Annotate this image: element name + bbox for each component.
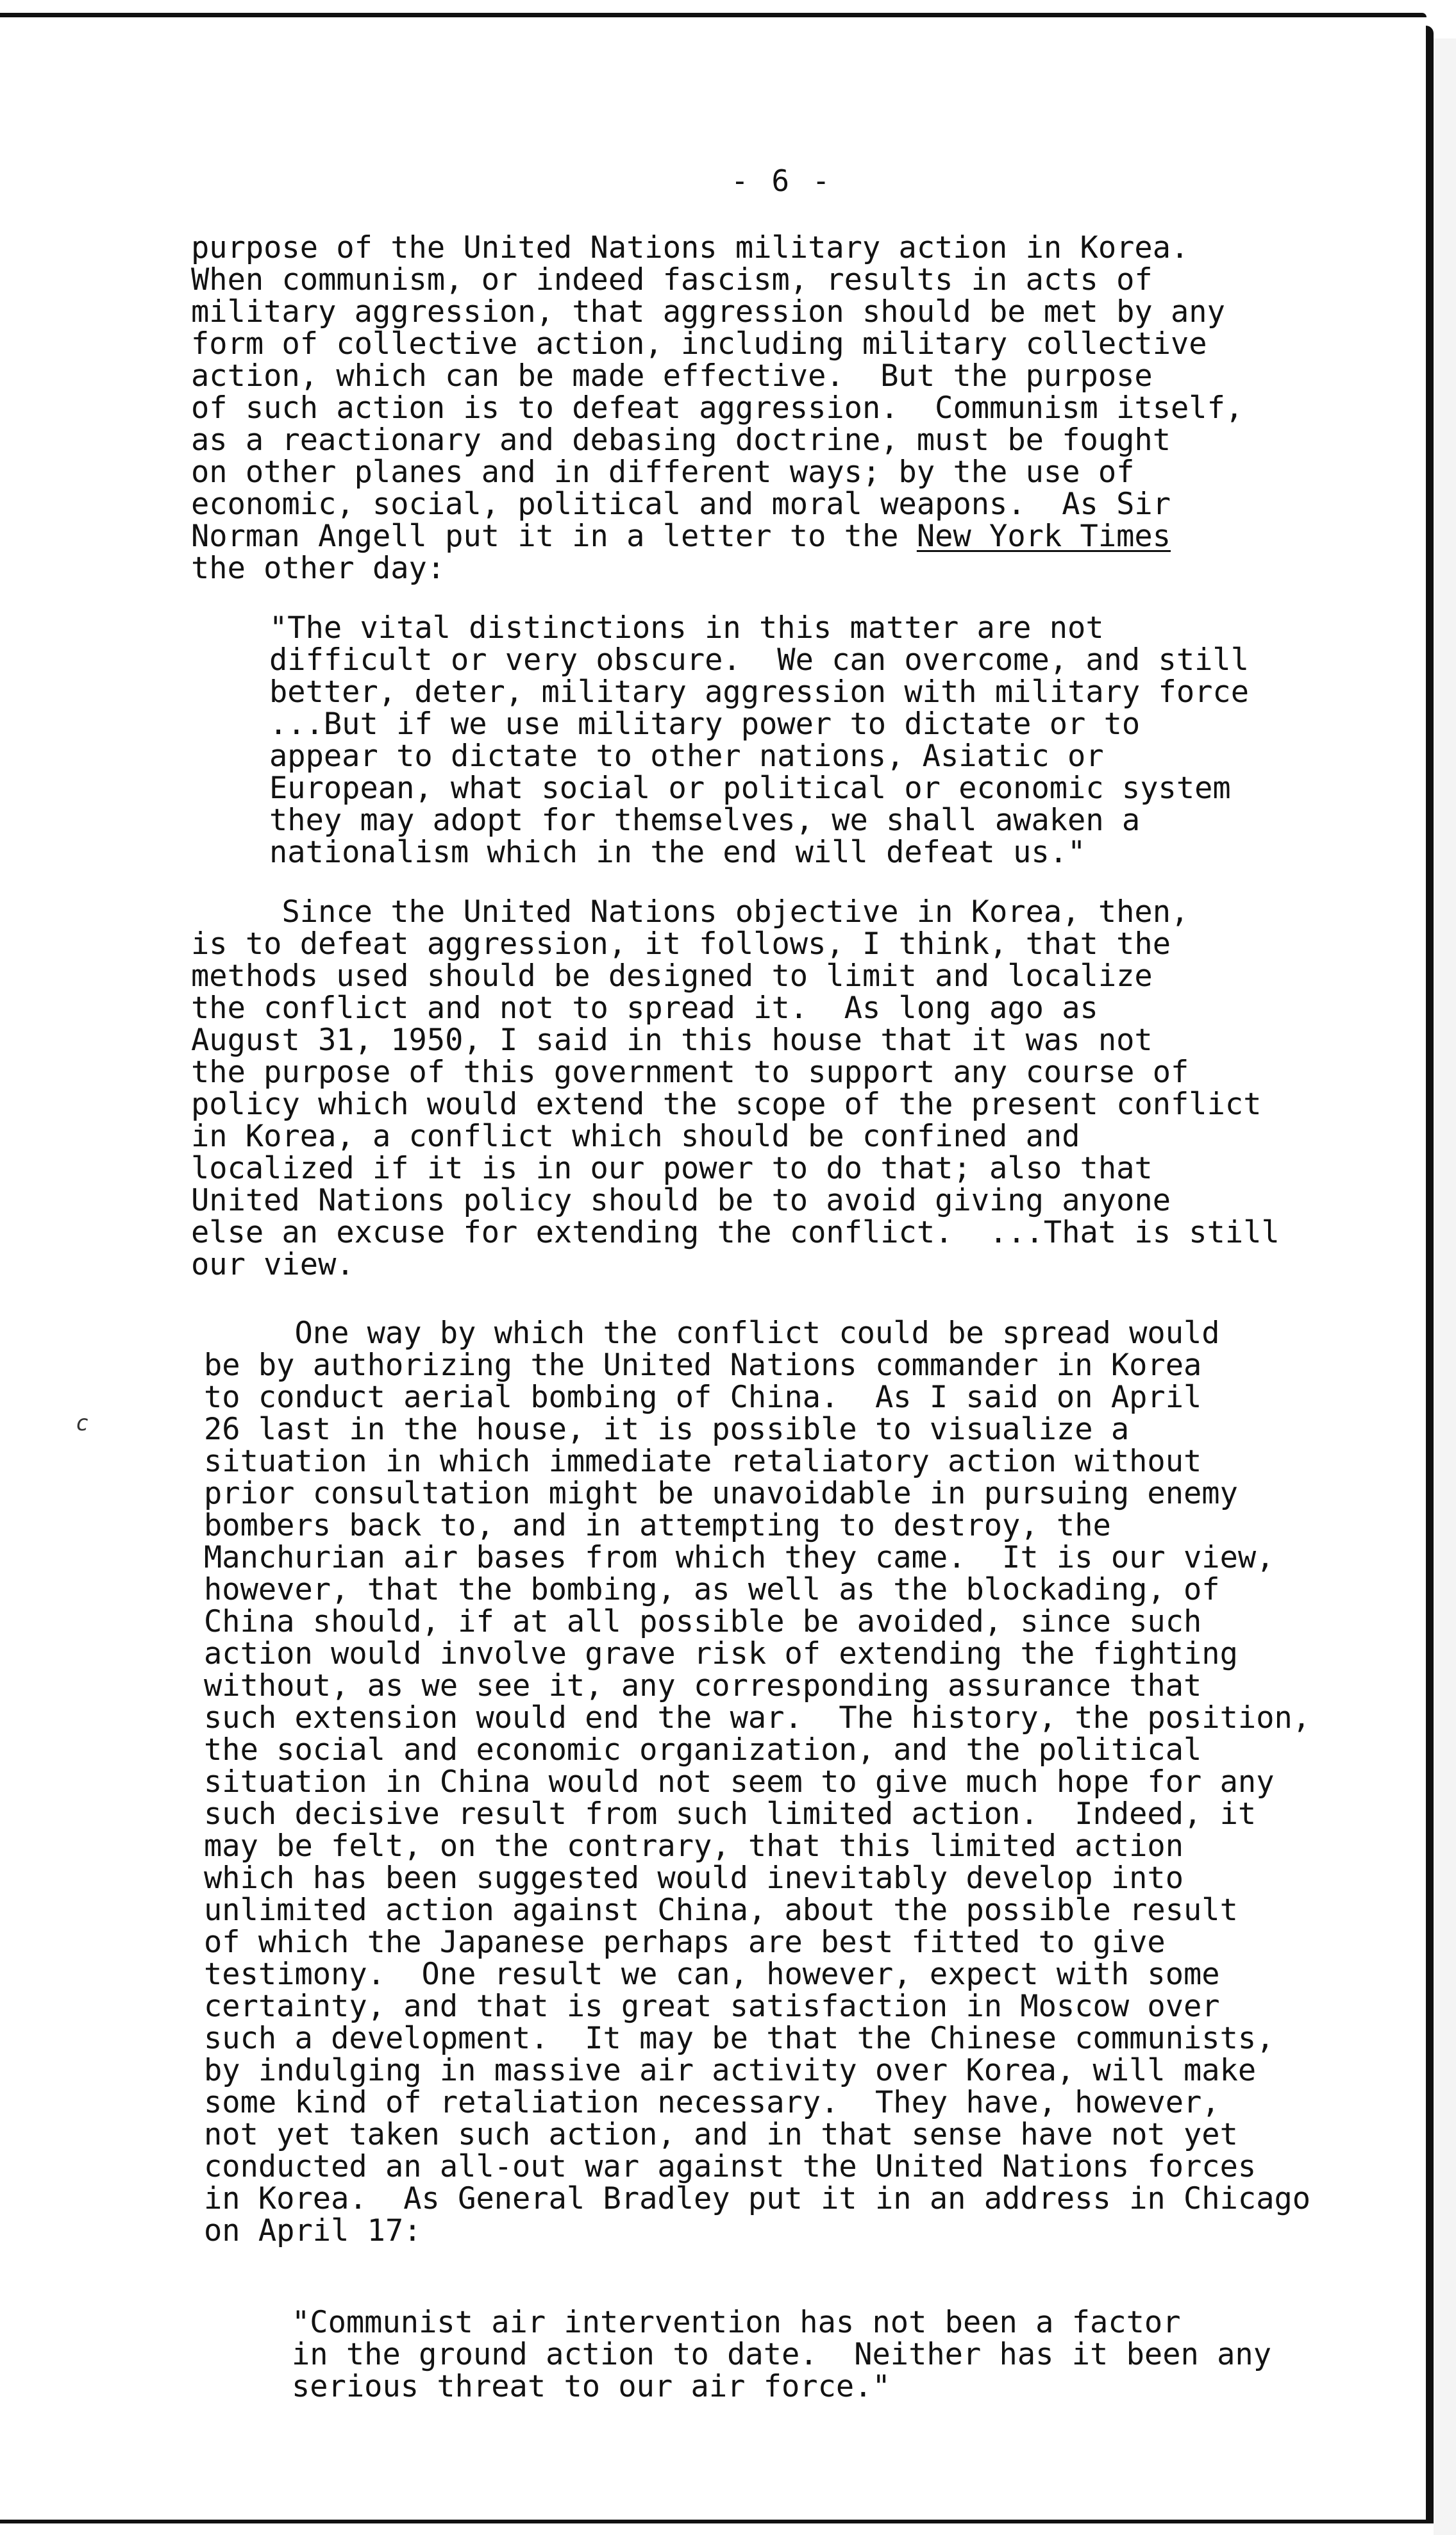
quote-line: better, deter, military aggression with military force [269,674,1250,710]
text-line: the other day: [191,551,446,586]
text-line: without, as we see it, any corresponding assurance that [204,1668,1202,1703]
text-line: China should, if at all possible be avoided, since such [204,1604,1202,1639]
text-line: by indulging in massive air activity over Korea, will make [204,2053,1257,2088]
text-line: action, which can be made effective. But the purpose [191,358,1153,394]
text-line: form of collective action, including military collective [191,326,1207,362]
text-line: in Korea. As General Bradley put it in an address in Chicago [204,2181,1311,2216]
block-quote-angell [269,612,1249,869]
text-line: such a development. It may be that the Chinese communists, [204,2021,1275,2056]
paragraph-3 [204,1318,1310,2247]
scan-edge-shadow [1434,38,1456,2535]
text-line: bombers back to, and in attempting to destroy, the [204,1508,1111,1543]
text-line: the conflict and not to spread it. As long ago as [191,991,1098,1026]
text-line: be by authorizing the United Nations commander in Korea [204,1348,1202,1383]
text-line: is to defeat aggression, it follows, I think, that the [191,926,1171,962]
text-line: methods used should be designed to limit and localize [191,958,1153,994]
text-line: the purpose of this government to support any course of [191,1055,1189,1090]
text-line: purpose of the United Nations military action in Korea. [191,230,1189,265]
text-line: as a reactionary and debasing doctrine, must be fought [191,422,1171,458]
text-line: on other planes and in different ways; by the use of [191,455,1135,490]
text-line: else an excuse for extending the conflict. ...That is still [191,1215,1280,1250]
text-line: the social and economic organization, and the political [204,1732,1202,1768]
text-line: policy which would extend the scope of the present conflict [191,1087,1262,1122]
text-line: certainty, and that is great satisfaction in Moscow over [204,1989,1220,2024]
block-quote-bradley [292,2307,1271,2403]
quote-line: they may adopt for themselves, we shall awaken a [269,803,1141,838]
text-line: situation in China would not seem to give much hope for any [204,1764,1275,1800]
text-line: which has been suggested would inevitably develop into [204,1861,1184,1896]
text-line: in Korea, a conflict which should be confined and [191,1119,1080,1154]
quote-line: ...But if we use military power to dictate or to [269,707,1141,742]
text-line: 26 last in the house, it is possible to visualize a [204,1412,1130,1447]
scan-border-right [1426,26,1434,2520]
text-line: however, that the bombing, as well as the blockading, of [204,1572,1220,1607]
paragraph-1 [191,232,1243,585]
text-line: of such action is to defeat aggression. Communism itself, [191,390,1244,426]
page-number: - 6 - [731,163,833,198]
text-line: When communism, or indeed fascism, results in acts of [191,262,1153,297]
text-line: such extension would end the war. The history, the position, [204,1700,1311,1736]
text-line [191,521,1243,553]
text-line: testimony. One result we can, however, expect with some [204,1957,1220,1992]
text-line: to conduct aerial bombing of China. As I said on April [204,1380,1202,1415]
text-line: on April 17: [204,2213,422,2248]
text-line: United Nations policy should be to avoid giving anyone [191,1183,1171,1218]
text-line: not yet taken such action, and in that sense have not yet [204,2117,1238,2152]
text-line: One way by which the conflict could be spread would [204,1316,1220,1351]
scan-border-top [0,13,1427,17]
text-line: such decisive result from such limited action. Indeed, it [204,1796,1257,1832]
text-line: action would involve grave risk of extending the fighting [204,1636,1238,1671]
scan-border-bottom [0,2520,1434,2523]
text-line: Since the United Nations objective in Korea, then, [191,894,1189,930]
quote-line: European, what social or political or economic system [269,771,1231,806]
paragraph-2 [191,896,1280,1281]
text-line: August 31, 1950, I said in this house that it was not [191,1023,1153,1058]
text-line: localized if it is in our power to do that; also that [191,1151,1153,1186]
text-line: unlimited action against China, about the possible result [204,1893,1238,1928]
text-line: situation in which immediate retaliatory action without [204,1444,1202,1479]
text-line: Manchurian air bases from which they came. It is our view, [204,1540,1275,1575]
text-line: conducted an all-out war against the United Nations forces [204,2149,1257,2184]
quote-line: "The vital distinctions in this matter are not [269,610,1104,646]
text-line: our view. [191,1247,355,1282]
quote-line: difficult or very obscure. We can overcome, and still [269,642,1250,678]
margin-mark: c [76,1410,89,1436]
quote-line: appear to dictate to other nations, Asiatic or [269,739,1104,774]
quote-line: serious threat to our air force." [292,2369,891,2404]
text-line: military aggression, that aggression should be met by any [191,294,1225,330]
quote-line: nationalism which in the end will defeat us." [269,835,1086,870]
text-line: may be felt, on the contrary, that this limited action [204,1828,1184,1864]
quote-line: "Communist air intervention has not been a factor [292,2305,1181,2340]
newspaper-title: New York Times [916,519,1171,554]
quote-line: in the ground action to date. Neither has it been any [292,2337,1272,2372]
text-line: prior consultation might be unavoidable in pursuing enemy [204,1476,1238,1511]
text-line: of which the Japanese perhaps are best fitted to give [204,1925,1166,1960]
text-line: economic, social, political and moral weapons. As Sir [191,487,1171,522]
text-line: some kind of retaliation necessary. They have, however, [204,2085,1220,2120]
text-line-start: Norman Angell put it in a letter to the [191,519,917,554]
